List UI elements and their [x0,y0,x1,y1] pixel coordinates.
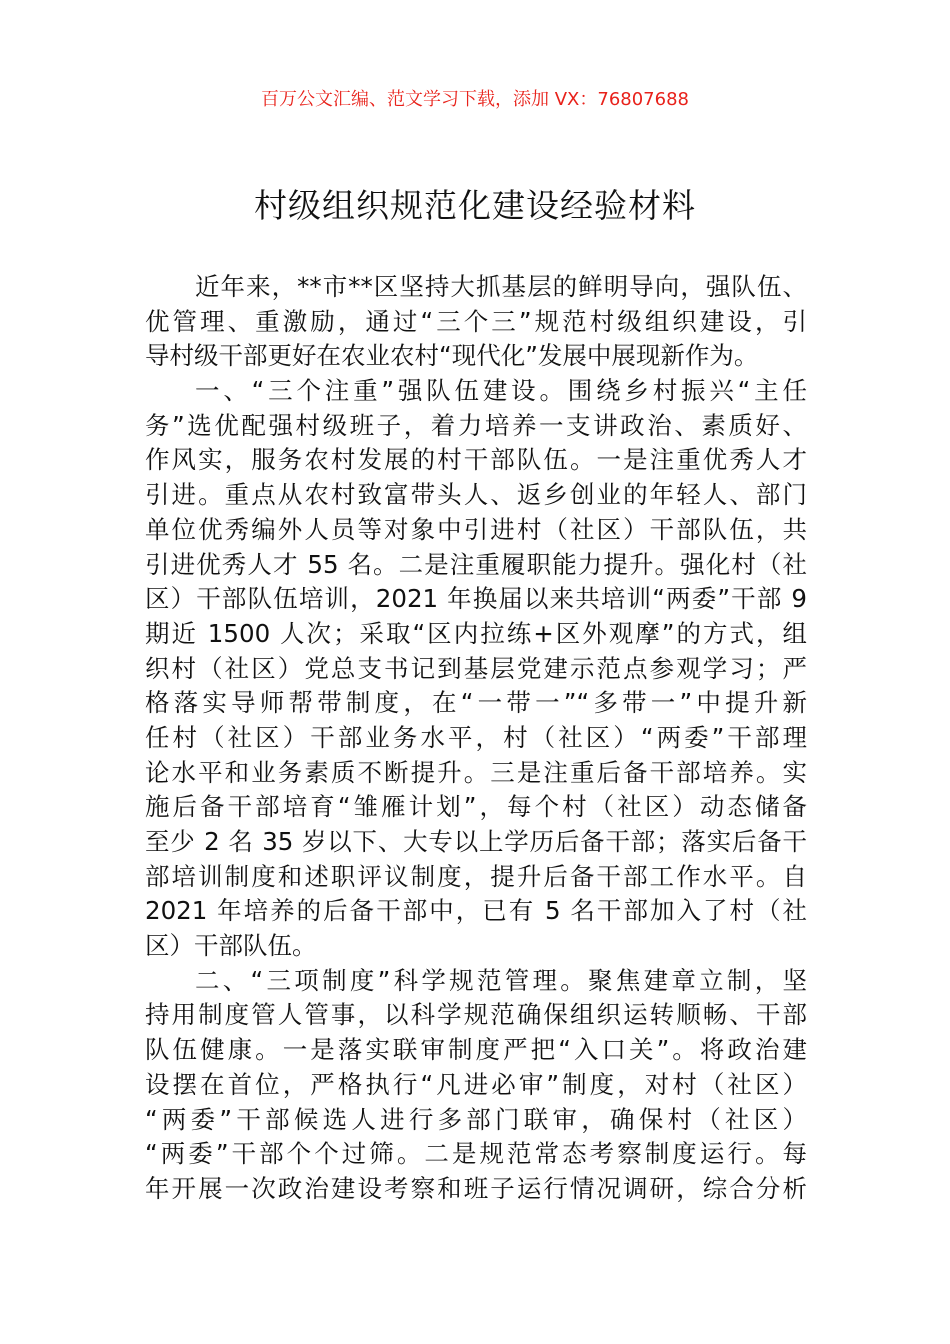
text-line: 一、“三个注重”强队伍建设。围绕乡村振兴“主任 [195,376,807,406]
text-line: 期近 1500 人次；采取“区内拉练+区外观摩”的方式，组 [145,618,807,648]
text-line: 格落实导师帮带制度，在“一带一”“多带一”中提升新 [145,688,807,718]
text-line: 区）干部队伍。 [145,931,317,961]
text-line: 导村级干部更好在农业农村“现代化”发展中展现新作为。 [145,341,759,371]
text-line: 施后备干部培育“雏雁计划”，每个村（社区）动态储备 [145,792,807,822]
text-line: 务”选优配强村级班子，着力培养一支讲政治、素质好、 [145,410,807,440]
text-line: 任村（社区）干部业务水平，村（社区）“两委”干部理 [145,722,807,752]
text-line: 论水平和业务素质不断提升。三是注重后备干部培养。实 [145,757,807,787]
text-line: 优管理、重激励，通过“三个三”规范村级组织建设，引 [145,306,807,336]
text-line: 二、“三项制度”科学规范管理。聚焦建章立制，坚 [195,965,807,995]
document-body [145,270,807,1207]
text-line: 年开展一次政治建设考察和班子运行情况调研，综合分析 [145,1173,807,1203]
text-line: 持用制度管人管事，以科学规范确保组织运转顺畅、干部 [145,1000,807,1030]
text-line: 部培训制度和述职评议制度，提升后备干部工作水平。自 [145,861,807,891]
document-title: 村级组织规范化建设经验材料 [254,186,696,225]
text-line: 作风实，服务农村发展的村干部队伍。一是注重优秀人才 [145,445,807,475]
text-line: 近年来，**市**区坚持大抓基层的鲜明导向，强队伍、 [195,272,807,301]
text-line: 队伍健康。一是落实联审制度严把“入口关”。将政治建 [145,1035,807,1065]
text-line: “两委”干部候选人进行多部门联审，确保村（社区） [145,1104,807,1134]
text-line: “两委”干部个个过筛。二是规范常态考察制度运行。每 [145,1139,807,1169]
text-line: 引进。重点从农村致富带头人、返乡创业的年轻人、部门 [145,480,807,510]
text-line: 区）干部队伍培训，2021 年换届以来共培训“两委”干部 9 [145,584,807,614]
text-line: 设摆在首位，严格执行“凡进必审”制度，对村（社区） [145,1069,807,1099]
text-line: 2021 年培养的后备干部中，已有 5 名干部加入了村（社 [145,896,807,926]
watermark-banner: 百万公文汇编、范文学习下载，添加 VX：76807688 [261,89,689,110]
text-line: 织村（社区）党总支书记到基层党建示范点参观学习；严 [145,653,807,683]
text-line: 单位优秀编外人员等对象中引进村（社区）干部队伍，共 [145,514,807,544]
text-line: 至少 2 名 35 岁以下、大专以上学历后备干部；落实后备干 [145,827,807,856]
text-line: 引进优秀人才 55 名。二是注重履职能力提升。强化村（社 [145,549,807,579]
